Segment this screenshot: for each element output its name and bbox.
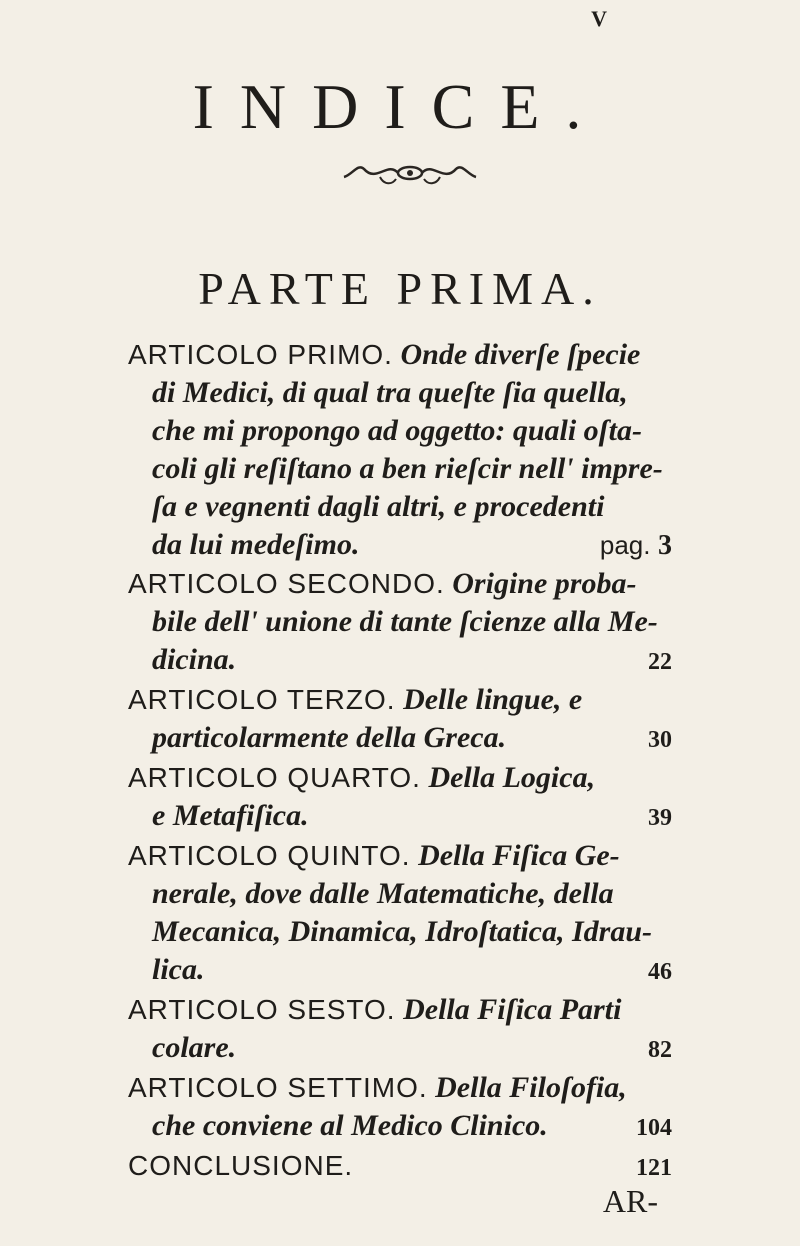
page-number: 46 <box>648 959 672 985</box>
entry-line: colare. <box>152 1031 237 1064</box>
page-label: pag. <box>599 530 651 560</box>
page-number: 121 <box>636 1155 672 1181</box>
entry-line: Mecanica, Dinamica, Idroſtatica, Idrau- <box>152 915 652 948</box>
part-heading: PARTE PRIMA. <box>198 263 602 314</box>
entry-heading: ARTICOLO TERZO. <box>128 684 396 715</box>
page-number: 39 <box>648 805 672 831</box>
entry-heading: ARTICOLO SECONDO. <box>128 568 445 599</box>
entry-line: nerale, dove dalle Matematiche, della <box>152 877 614 910</box>
entry-description: Della Fiſica Ge- <box>418 839 620 872</box>
toc-entry-conclusione <box>128 1147 672 1187</box>
entry-line: particolarmente della Greca. <box>152 721 507 754</box>
entry-line: ſa e vegnenti dagli altri, e procedenti <box>152 490 605 523</box>
toc-entry-articolo-settimo <box>128 1069 672 1147</box>
table-of-contents <box>128 336 672 1187</box>
toc-entry-articolo-quinto <box>128 837 672 991</box>
entry-line: e Metafiſica. <box>152 799 309 832</box>
entry-heading: ARTICOLO PRIMO. <box>128 339 393 370</box>
page-number: 30 <box>648 727 672 753</box>
entry-line: da lui medeſimo. <box>152 528 360 561</box>
entry-line: che mi propongo ad oggetto: quali oſta- <box>152 414 642 447</box>
toc-entry-articolo-primo <box>128 336 672 565</box>
entry-description: Della Logica, <box>428 761 596 794</box>
entry-heading: ARTICOLO QUARTO. <box>128 762 421 793</box>
toc-entry-articolo-quarto <box>128 759 672 837</box>
entry-heading: ARTICOLO SETTIMO. <box>128 1072 428 1103</box>
entry-description: Della Filoſofia, <box>435 1071 627 1104</box>
entry-line: bile dell' unione di tante ſcienze alla Me- <box>152 605 658 638</box>
entry-line: lica. <box>152 953 205 986</box>
entry-line: di Medici, di qual tra queſte ſia quella, <box>152 376 628 409</box>
entry-description: Onde diverſe ſpecie <box>400 338 641 371</box>
page-number: 82 <box>648 1037 672 1063</box>
entry-heading: ARTICOLO QUINTO. <box>128 840 411 871</box>
entry-description: Origine proba- <box>452 567 637 600</box>
page-number: 22 <box>648 649 672 675</box>
entry-heading: CONCLUSIONE. <box>128 1150 354 1181</box>
toc-entry-articolo-terzo <box>128 681 672 759</box>
entry-description: Della Fiſica Parti <box>403 993 622 1026</box>
page-number: 104 <box>636 1115 672 1141</box>
entry-description: Delle lingue, e <box>403 683 583 716</box>
index-title: INDICE. <box>192 71 608 142</box>
entry-line: che conviene al Medico Clinico. <box>152 1109 548 1142</box>
toc-entry-articolo-sesto <box>128 991 672 1069</box>
page-folio: V <box>591 6 608 31</box>
catchword: AR- <box>602 1183 658 1219</box>
entry-line: dicina. <box>152 643 237 676</box>
page-number: 3 <box>658 530 672 561</box>
ornament-icon <box>340 155 480 191</box>
entry-heading: ARTICOLO SESTO. <box>128 994 396 1025</box>
toc-entry-articolo-secondo <box>128 565 672 681</box>
entry-line: coli gli reſiſtano a ben rieſcir nell' impre- <box>152 452 663 485</box>
